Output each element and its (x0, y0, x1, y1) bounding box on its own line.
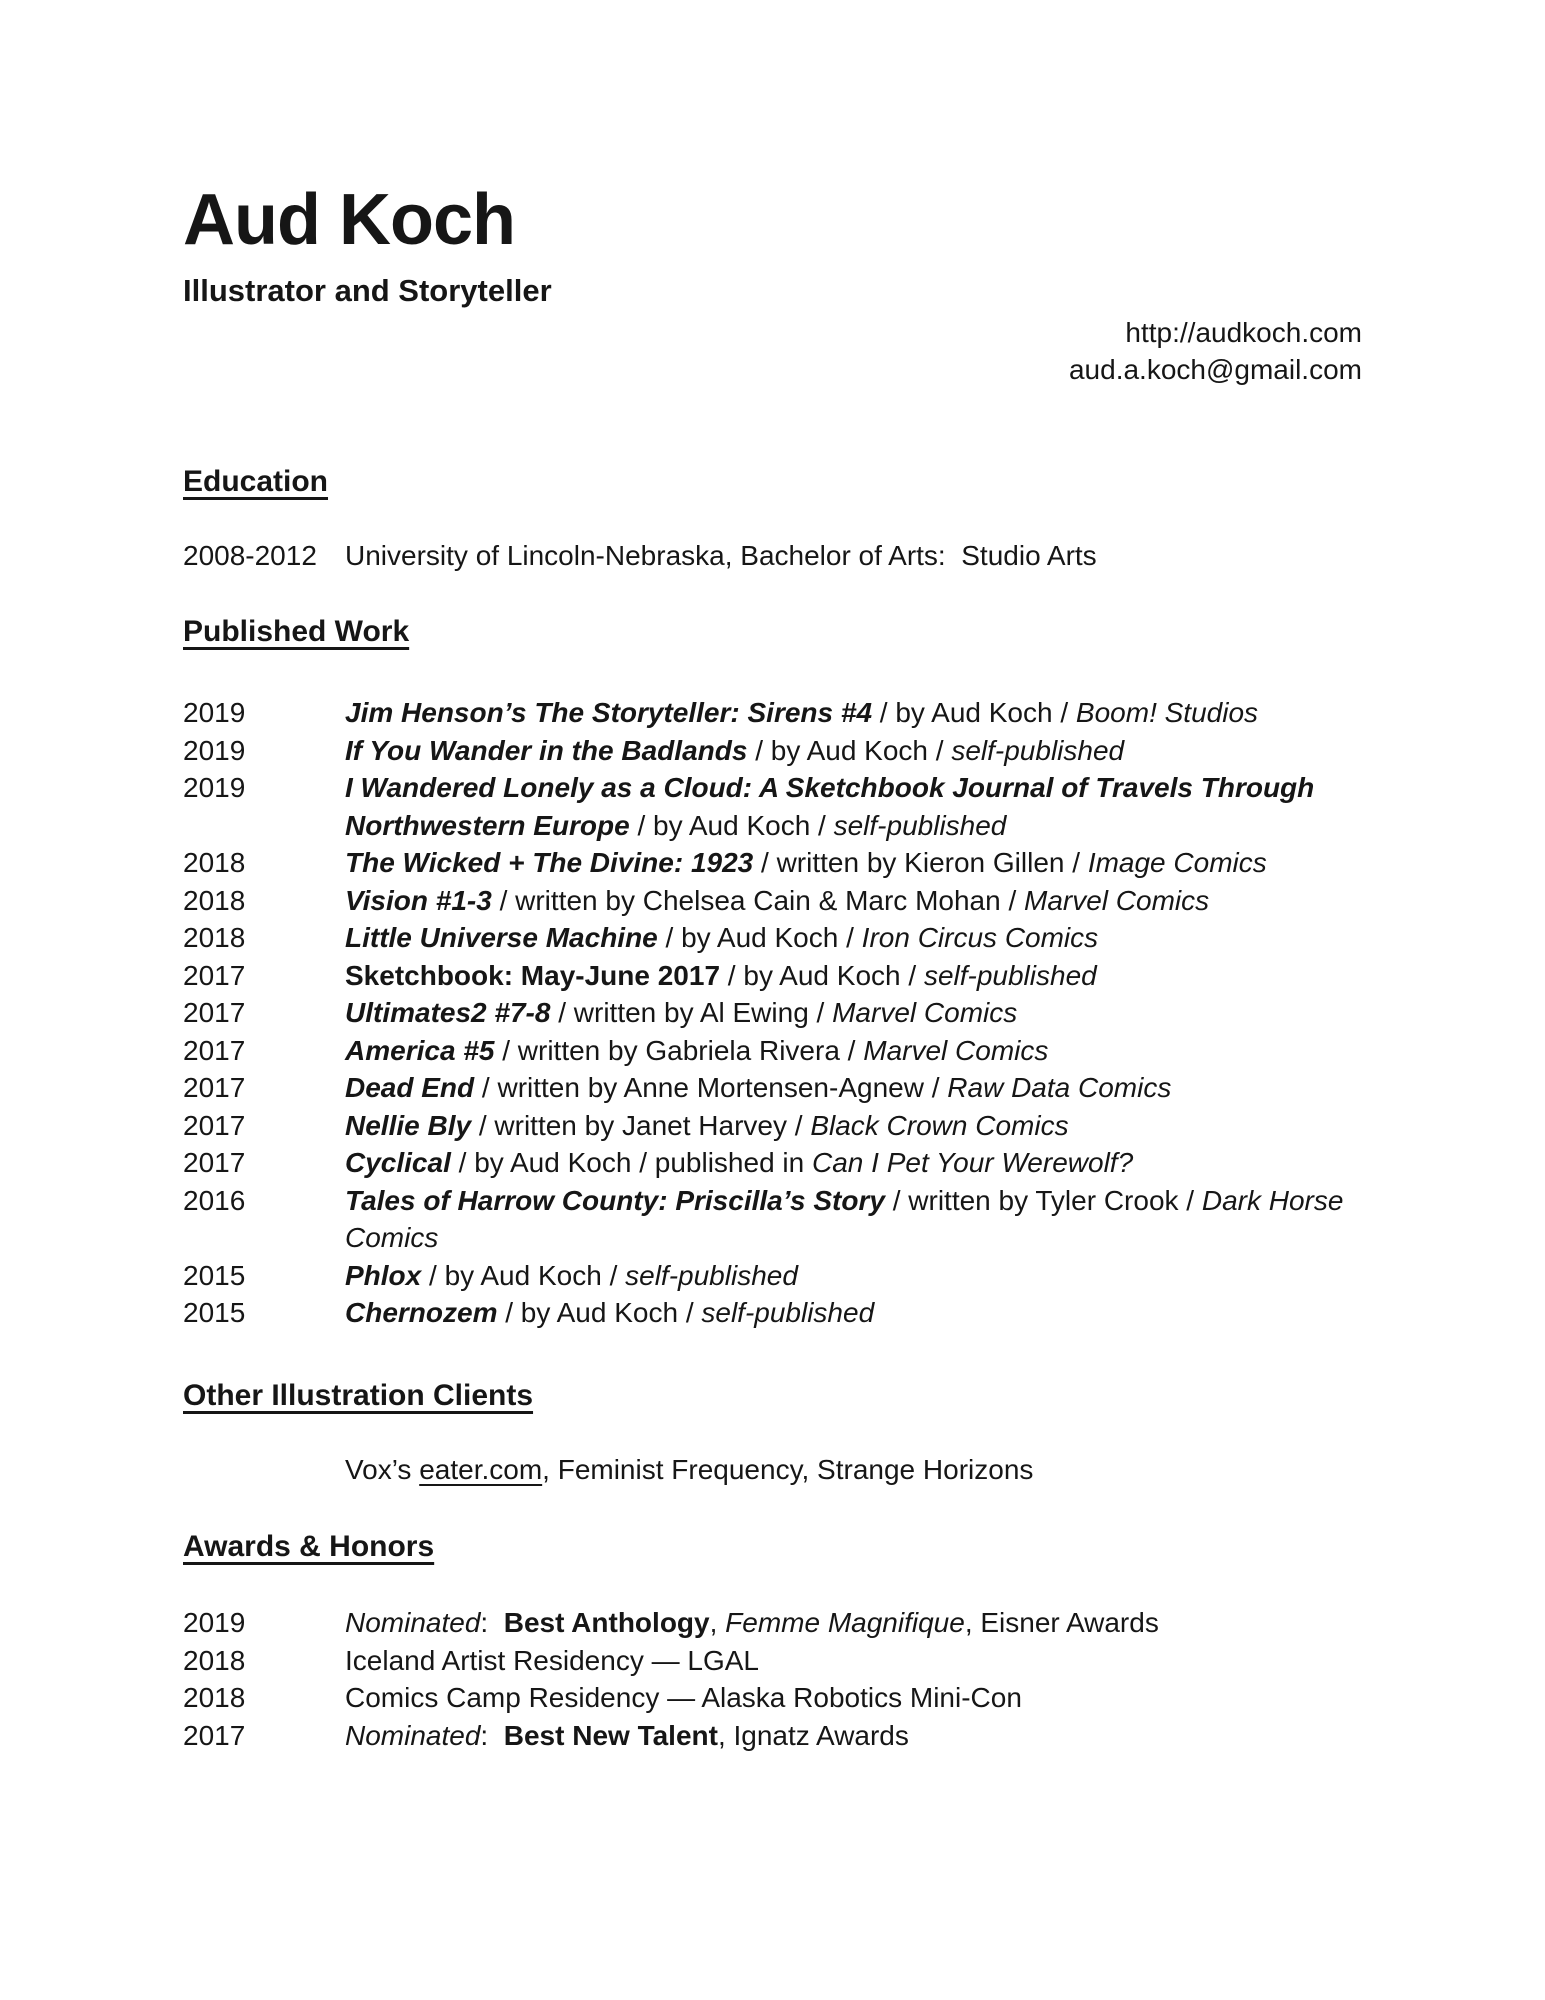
text-segment: , (709, 1607, 726, 1638)
awards-list (183, 1604, 1362, 1754)
entry-year: 2019 (183, 697, 246, 728)
entry-year: 2017 (183, 997, 246, 1028)
text-segment: Boom! Studios (1075, 697, 1259, 728)
text-segment: Northwestern Europe (345, 809, 630, 841)
text-segment: Comics Camp Residency — Alaska Robotics Mini-Con (345, 1682, 1022, 1713)
text-segment: Vox’s (345, 1454, 420, 1485)
entry-content (345, 1182, 1362, 1257)
text-segment: self-published (701, 1297, 875, 1328)
section-heading-education: Education (183, 465, 329, 498)
text-segment: Dead End (345, 1072, 475, 1103)
text-segment: , Eisner Awards (964, 1607, 1159, 1638)
text-segment: / by Aud Koch / (629, 809, 834, 841)
text-segment: / written by Gabriela Rivera / (494, 1034, 864, 1066)
text-segment: self-published (625, 1259, 798, 1291)
text-segment: Best New Talent (503, 1719, 718, 1751)
text-segment: self-published (923, 959, 1097, 991)
text-segment: America #5 (345, 1034, 495, 1066)
section-heading-other-clients: Other Illustration Clients (183, 1379, 534, 1412)
text-segment: Nominated (345, 1719, 481, 1751)
entry-content (345, 844, 1362, 882)
text-segment: I Wandered Lonely as a Cloud: A Sketchbook Journal of Travels Through (345, 772, 1315, 803)
entry-year: 2015 (183, 1259, 246, 1291)
text-segment: : (480, 1719, 504, 1751)
entry-content (345, 732, 1362, 770)
page-title: Aud Koch (183, 180, 515, 260)
text-segment: Chernozem (345, 1297, 498, 1328)
text-segment: Marvel Comics (832, 997, 1018, 1028)
entry-year: 2018 (183, 1682, 246, 1713)
entry-content (345, 882, 1362, 920)
text-segment: Little Universe Machine (345, 922, 658, 953)
published-work-row (183, 694, 1362, 732)
education-row (183, 537, 1362, 575)
published-work-row (183, 844, 1362, 882)
entry-content (345, 1032, 1362, 1070)
text-segment: / written by Kieron Gillen / (753, 847, 1088, 878)
award-row (183, 1717, 1362, 1755)
section-heading-published-work: Published Work (183, 615, 410, 648)
eater-link[interactable]: eater.com (419, 1454, 543, 1485)
text-segment: Cyclical (345, 1147, 451, 1178)
published-work-row (183, 769, 1362, 844)
text-segment: self-published (833, 809, 1007, 841)
published-work-list (183, 694, 1362, 1332)
text-segment: / by Aud Koch / (657, 922, 862, 953)
entry-content (345, 537, 1362, 575)
text-segment: / by Aud Koch / (747, 734, 952, 766)
text-segment: / written by Tyler Crook / (884, 1184, 1202, 1216)
entry-content (345, 1679, 1362, 1717)
entry-year: 2017 (183, 1719, 246, 1751)
text-segment: Vision #1-3 (345, 884, 492, 916)
entry-year: 2017 (183, 1109, 246, 1141)
published-work-row (183, 1257, 1362, 1295)
published-work-row (183, 1032, 1362, 1070)
text-segment: Marvel Comics (1024, 884, 1210, 916)
entry-year: 2017 (183, 1034, 246, 1066)
text-segment: Raw Data Comics (947, 1072, 1172, 1103)
award-row (183, 1679, 1362, 1717)
published-work-row (183, 1069, 1362, 1107)
published-work-row (183, 957, 1362, 995)
entry-content (345, 769, 1362, 844)
award-row (183, 1604, 1362, 1642)
entry-content (345, 994, 1362, 1032)
entry-content (345, 1717, 1362, 1755)
text-segment: : (480, 1607, 504, 1638)
contact-block (183, 314, 1362, 388)
entry-year: 2018 (183, 1644, 246, 1676)
entry-year: 2016 (183, 1184, 246, 1216)
entry-content (345, 1107, 1362, 1145)
text-segment: , Ignatz Awards (717, 1719, 909, 1751)
entry-year: 2008-2012 (183, 540, 317, 571)
text-segment: / written by Al Ewing / (550, 997, 833, 1028)
job-title: Illustrator and Storyteller (183, 273, 552, 308)
text-segment: Tales of Harrow County: Priscilla’s Story (345, 1184, 885, 1216)
text-segment: Femme Magnifique (725, 1607, 965, 1638)
text-segment: / written by Janet Harvey / (471, 1109, 811, 1141)
entry-content (345, 1604, 1362, 1642)
published-work-row (183, 732, 1362, 770)
text-segment: Image Comics (1087, 847, 1267, 878)
email-address: aud.a.koch@gmail.com (1068, 354, 1362, 385)
entry-content (345, 919, 1362, 957)
text-segment: Best Anthology (503, 1607, 710, 1638)
published-work-row (183, 1294, 1362, 1332)
published-work-row (183, 1107, 1362, 1145)
entry-content (345, 1257, 1362, 1295)
text-segment: Sketchbook: May-June 2017 (345, 959, 721, 991)
published-work-row (183, 1144, 1362, 1182)
entry-content (345, 1642, 1362, 1680)
entry-year: 2015 (183, 1297, 246, 1328)
entry-year: 2019 (183, 772, 246, 803)
entry-year: 2017 (183, 1072, 246, 1103)
entry-content (345, 694, 1362, 732)
text-segment: Iceland Artist Residency — LGAL (345, 1644, 759, 1676)
text-segment: The Wicked + The Divine: 1923 (345, 847, 754, 878)
entry-content (345, 957, 1362, 995)
other-clients-line (183, 1451, 1362, 1489)
section-heading-awards: Awards & Honors (183, 1530, 435, 1563)
entry-year: 2017 (183, 1147, 246, 1178)
website-url: http://audkoch.com (1125, 317, 1362, 348)
entry-content (345, 1144, 1362, 1182)
entry-year: 2018 (183, 847, 246, 878)
text-segment: Jim Henson’s The Storyteller: Sirens #4 (345, 697, 873, 728)
text-segment: Dark Horse (1201, 1184, 1344, 1216)
text-segment: / by Aud Koch / (720, 959, 924, 991)
text-segment: / by Aud Koch / (872, 697, 1076, 728)
education-list (183, 537, 1362, 575)
entry-content (345, 1294, 1362, 1332)
text-segment: Black Crown Comics (810, 1109, 1069, 1141)
text-segment: Iron Circus Comics (861, 922, 1099, 953)
entry-year: 2019 (183, 734, 246, 766)
text-segment: Marvel Comics (863, 1034, 1049, 1066)
text-segment: University of Lincoln-Nebraska, Bachelor of Arts: Studio Arts (345, 540, 1097, 571)
published-work-row (183, 1182, 1362, 1257)
text-segment: Nominated (345, 1607, 481, 1638)
text-segment: / by Aud Koch / (497, 1297, 702, 1328)
award-row (183, 1642, 1362, 1680)
entry-year: 2019 (183, 1607, 246, 1638)
text-segment: / written by Chelsea Cain & Marc Mohan / (491, 884, 1025, 916)
text-segment: / by Aud Koch / published in (450, 1147, 812, 1178)
published-work-row (183, 994, 1362, 1032)
published-work-row (183, 919, 1362, 957)
text-segment: Comics (345, 1222, 439, 1253)
text-segment: self-published (951, 734, 1125, 766)
text-segment: If You Wander in the Badlands (345, 734, 748, 766)
entry-year: 2018 (183, 884, 246, 916)
text-segment: Nellie Bly (345, 1109, 472, 1141)
text-segment: , Feminist Frequency, Strange Horizons (542, 1454, 1034, 1485)
text-segment: / written by Anne Mortensen-Agnew / (474, 1072, 948, 1103)
text-segment: / by Aud Koch / (421, 1259, 626, 1291)
entry-content (345, 1069, 1362, 1107)
entry-year: 2018 (183, 922, 246, 953)
text-segment: Can I Pet Your Werewolf? (812, 1147, 1134, 1178)
entry-year: 2017 (183, 959, 246, 991)
text-segment: Phlox (345, 1259, 422, 1291)
published-work-row (183, 882, 1362, 920)
text-segment: Ultimates2 #7-8 (345, 997, 551, 1028)
